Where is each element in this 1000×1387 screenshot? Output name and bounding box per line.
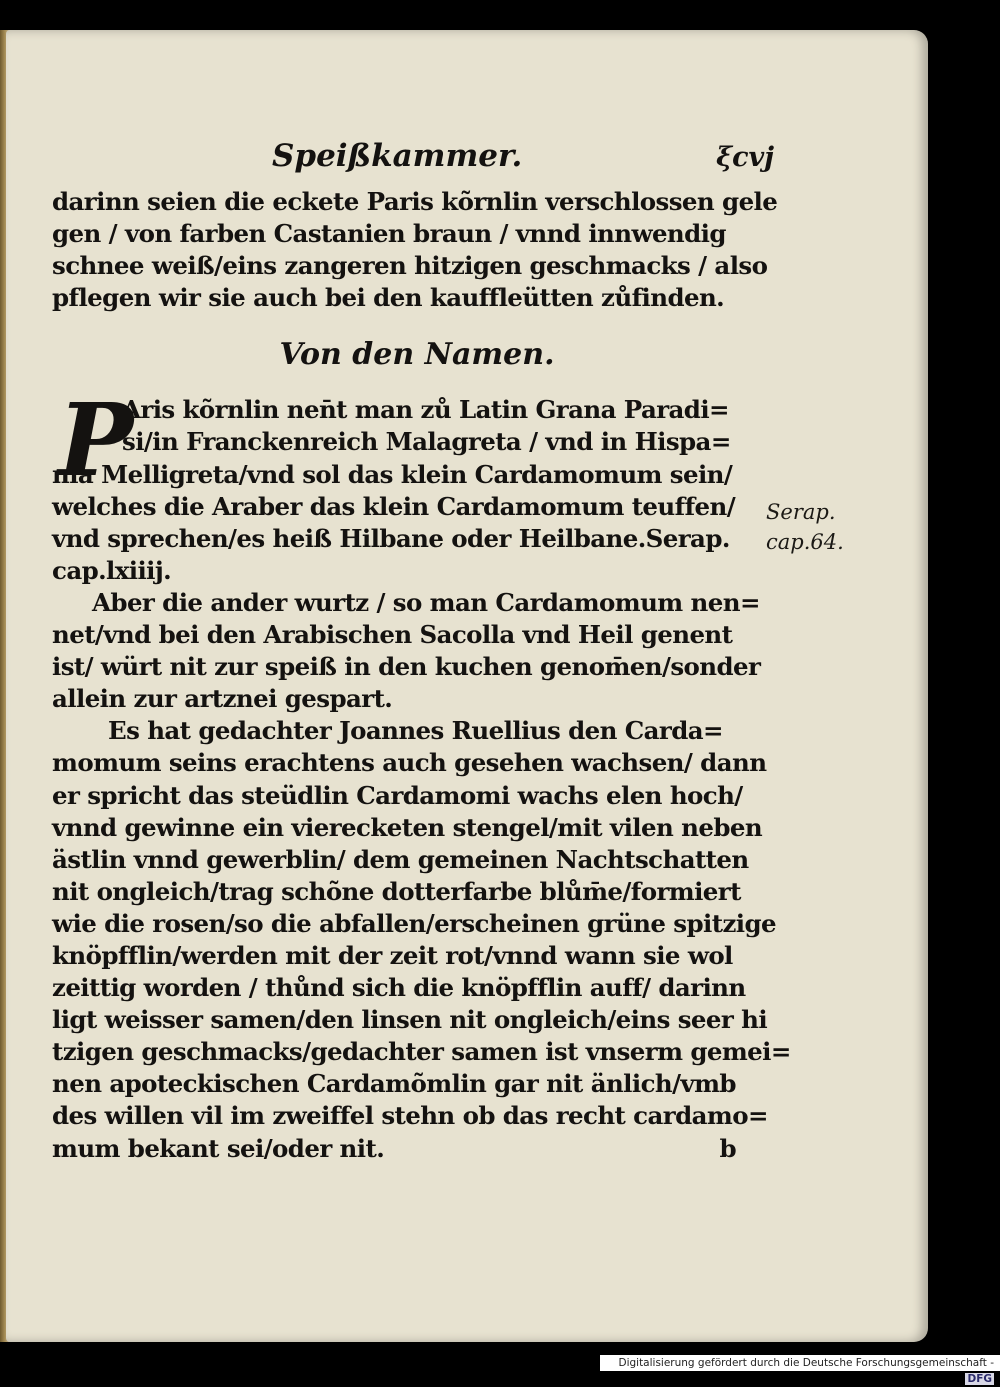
paragraph-1 bbox=[52, 381, 782, 587]
section-heading: Von den Namen. bbox=[279, 337, 555, 373]
text-line: nia Melligreta/vnd sol das klein Cardamomum sein/ bbox=[52, 459, 733, 489]
text-line: schnee weiß/eins zangeren hitzigen geschmacks / also bbox=[52, 251, 768, 281]
text-line: ist/ würt nit zur speiß in den kuchen genom̄en/sonder bbox=[52, 652, 761, 682]
text-line: tzigen geschmacks/gedachter samen ist vnserm gemei= bbox=[52, 1037, 791, 1067]
text-line: vnd sprechen/es heiß Hilbane oder Heilbane.Serap. bbox=[52, 523, 730, 553]
catchword: b bbox=[719, 1133, 736, 1163]
text-line: ästlin vnnd gewerblin/ dem gemeinen Nachtschatten bbox=[52, 844, 749, 874]
text-line: vnnd gewinne ein vierecketen stengel/mit vilen neben bbox=[52, 812, 763, 842]
page-text bbox=[52, 138, 791, 1165]
marginal-note-2: cap.64. bbox=[766, 530, 844, 554]
dfg-logo: DFG bbox=[967, 1373, 992, 1385]
text-line: momum seins erachtens auch gesehen wachsen/ dann bbox=[52, 748, 767, 778]
folio-number: ξcvj bbox=[716, 142, 774, 173]
text-line: ligt weisser samen/den linsen nit ongleich/eins seer hi bbox=[52, 1005, 768, 1035]
page-scan bbox=[6, 30, 928, 1342]
top-paragraph bbox=[52, 186, 782, 314]
text-line: des willen vil im zweiffel stehn ob das recht cardamo= bbox=[52, 1101, 768, 1131]
text-line: pflegen wir sie auch bei den kauffleütten zůfinden. bbox=[52, 283, 725, 313]
text-line: welches die Araber das klein Cardamomum teuffen/ bbox=[52, 491, 736, 521]
text-line: nen apoteckischen Cardamõmlin gar nit änlich/vmb bbox=[52, 1069, 736, 1099]
text-line: Aber die ander wurtz / so man Cardamomum nen= bbox=[92, 587, 760, 617]
funding-footer bbox=[600, 1355, 1000, 1385]
text-line: er spricht das steüdlin Cardamomi wachs elen hoch/ bbox=[52, 780, 743, 810]
text-line: darinn seien die eckete Paris kõrnlin verschlossen gele bbox=[52, 187, 778, 216]
text-line: wie die rosen/so die abfallen/erscheinen grüne spitzige bbox=[52, 908, 776, 938]
text-line: Es hat gedachter Joannes Ruellius den Carda= bbox=[108, 716, 723, 746]
paragraph-2 bbox=[52, 587, 782, 715]
text-line: zeittig worden / thůnd sich die knöpfflin auff/ darinn bbox=[52, 973, 746, 1003]
marginal-note-1: Serap. bbox=[766, 500, 836, 524]
paragraph-3 bbox=[52, 715, 791, 1164]
text-line: mum bekant sei/oder nit. bbox=[52, 1133, 385, 1163]
footer-text: Digitalisierung gefördert durch die Deutsche Forschungsgemeinschaft - bbox=[618, 1357, 994, 1369]
text-line: net/vnd bei den Arabischen Sacolla vnd Heil genent bbox=[52, 620, 733, 650]
text-line: si/in Franckenreich Malagreta / vnd in Hispa= bbox=[122, 427, 731, 457]
last-line bbox=[52, 1133, 782, 1165]
running-title: Speißkammer. bbox=[272, 138, 523, 174]
text-line: cap.lxiiij. bbox=[52, 555, 172, 585]
text-line: knöpfflin/werden mit der zeit rot/vnnd wann sie wol bbox=[52, 940, 733, 970]
text-line: Aris kõrnlin nen̄t man zů Latin Grana Paradi= bbox=[122, 395, 729, 425]
text-line: allein zur artznei gespart. bbox=[52, 684, 393, 714]
drop-cap-initial: P bbox=[58, 381, 134, 500]
page-header bbox=[52, 138, 782, 186]
text-line: nit ongleich/trag schõne dotterfarbe blům̄e/formiert bbox=[52, 876, 741, 906]
text-line: gen / von farben Castanien braun / vnnd innwendig bbox=[52, 219, 726, 249]
